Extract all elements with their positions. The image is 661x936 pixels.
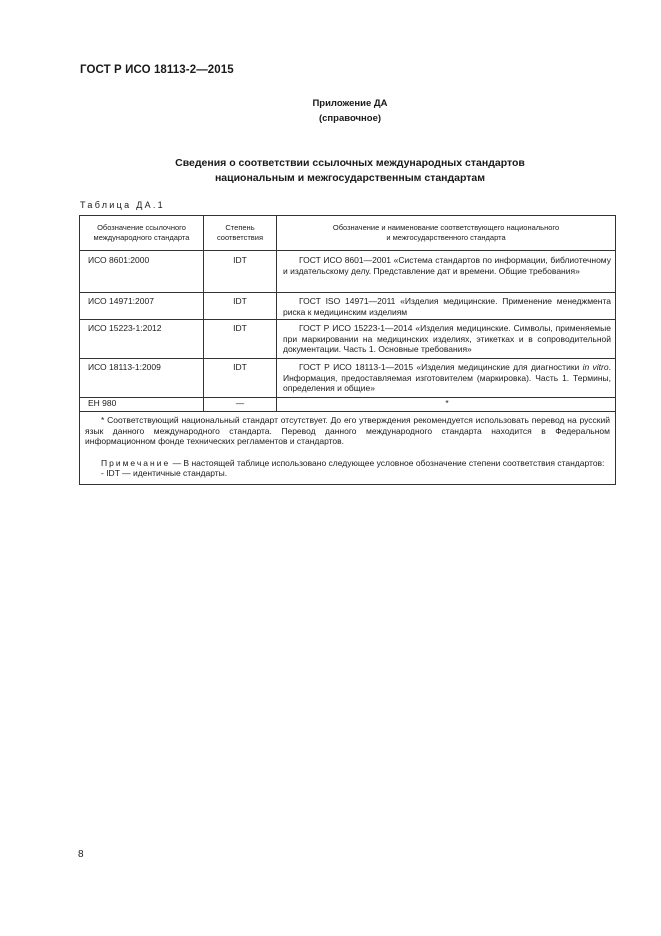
national-standard-text: ГОСТ ISO 14971—2011 «Изделия медицинские. Применение менеджмента риска к медицинским изделиям <box>283 296 611 317</box>
national-standard-cell: * <box>277 398 616 412</box>
table-row <box>80 359 616 398</box>
table-note <box>85 458 610 469</box>
national-standard-text-part1: ГОСТ Р ИСО 18113-1—2015 «Изделия медицинские для диагностики <box>299 362 583 372</box>
ref-standard-cell: ИСО 15223-1:2012 <box>80 320 204 359</box>
degree-cell: — <box>204 398 277 412</box>
table-footer <box>80 412 616 485</box>
appendix-title: Приложение ДА <box>312 98 388 109</box>
page-number: 8 <box>78 849 84 860</box>
section-title-line2: национальным и межгосударственным стандартам <box>214 172 486 184</box>
ref-standard-cell: ЕН 980 <box>80 398 204 412</box>
ref-standard-cell: ИСО 8601:2000 <box>80 251 204 293</box>
header-ref-line2: международного стандарта <box>93 233 190 242</box>
header-national-standard <box>277 216 616 251</box>
table-header-row <box>80 216 616 251</box>
appendix-heading <box>80 96 620 126</box>
footnote <box>85 415 610 447</box>
ref-standard-cell: ИСО 14971:2007 <box>80 293 204 320</box>
table-footer-row <box>80 412 616 485</box>
national-standard-text-italic: in vitro <box>582 362 609 372</box>
degree-cell: IDT <box>204 320 277 359</box>
national-standard-text: ГОСТ ИСО 8601—2001 «Система стандартов по информации, библиотечному и издательскому делу. Представление дат и времени. Общие требования» <box>283 255 611 276</box>
table-caption: Таблица ДА.1 <box>80 200 165 210</box>
header-name-line2: и межгосударственного стандарта <box>386 233 506 242</box>
note-text: — В настоящей таблице использовано следующее условное обозначение степени соответствия стандартов: <box>170 457 605 468</box>
table-row <box>80 251 616 293</box>
header-degree <box>204 216 277 251</box>
degree-cell: IDT <box>204 359 277 398</box>
degree-cell: IDT <box>204 251 277 293</box>
degree-cell: IDT <box>204 293 277 320</box>
national-standard-text: ГОСТ Р ИСО 15223-1—2014 «Изделия медицинские. Символы, применяемые при маркировании на медицинских изделиях, этикетках и в сопроводительной документации. Часть 1. Основные требования» <box>283 323 611 354</box>
section-title <box>80 156 620 186</box>
appendix-subtitle: (справочное) <box>318 113 382 124</box>
table-row <box>80 398 616 412</box>
footnote-text: * Соответствующий национальный стандарт отсутствует. До его утверждения рекомендуется использовать перевод на русский язык данного международного стандарта. Перевод данного международного стандарта находится в Федеральном информационном фонде технических регламентов и стандартов. <box>85 415 610 446</box>
note-item-text: - IDT — идентичные стандарты. <box>101 468 228 478</box>
table-row <box>80 293 616 320</box>
national-standard-cell <box>277 359 616 398</box>
header-deg-line1: Степень <box>225 223 255 232</box>
header-deg-line2: соответствия <box>216 233 264 242</box>
note-list-item <box>85 468 610 479</box>
national-standard-text-part2: . Информация, предоставляемая изготовителем (маркировка). Часть 1. Термины, определения и общие» <box>283 362 611 393</box>
header-ref-standard <box>80 216 204 251</box>
national-standard-cell <box>277 293 616 320</box>
correspondence-table <box>79 215 616 485</box>
document-header: ГОСТ Р ИСО 18113-2—2015 <box>80 64 234 76</box>
section-title-line1: Сведения о соответствии ссылочных международных стандартов <box>175 157 525 169</box>
header-ref-line1: Обозначение ссылочного <box>97 223 186 232</box>
note-label: Примечание <box>101 457 171 468</box>
national-standard-cell <box>277 251 616 293</box>
header-name-line1: Обозначение и наименование соответствующего национального <box>332 223 560 232</box>
table-row <box>80 320 616 359</box>
national-standard-cell <box>277 320 616 359</box>
ref-standard-cell: ИСО 18113-1:2009 <box>80 359 204 398</box>
